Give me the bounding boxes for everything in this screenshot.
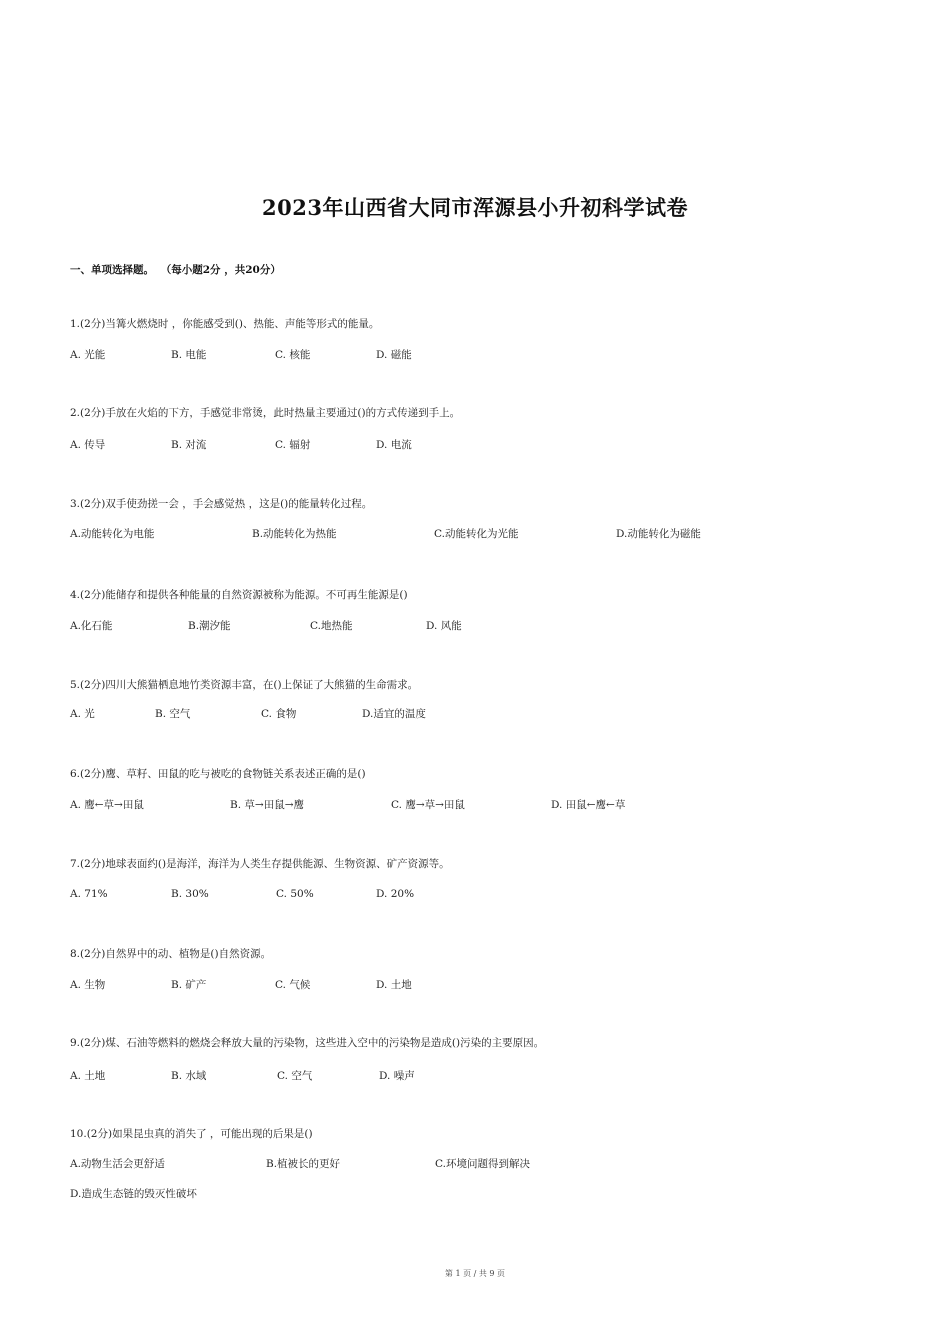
question-6-option-b: B. 草→田鼠→鹰 xyxy=(230,799,304,811)
question-4-option-d: D. 风能 xyxy=(426,620,462,632)
question-3-options xyxy=(70,526,890,542)
question-4-options xyxy=(70,618,890,634)
question-5-stem: 5.(2分)四川大熊猫栖息地竹类资源丰富，在()上保证了大熊猫的生命需求。 xyxy=(70,679,419,691)
question-2-option-d: D. 电流 xyxy=(376,439,412,451)
question-10-option-d: D.造成生态链的毁灭性破坏 xyxy=(70,1188,197,1200)
question-7-options xyxy=(70,888,890,904)
question-9-options xyxy=(70,1068,890,1084)
question-9-stem: 9.(2分)煤、石油等燃料的燃烧会释放大量的污染物，这些进入空中的污染物是造成()污染的主要原因。 xyxy=(70,1037,545,1049)
exam-title: 2023年山西省大同市浑源县小升初科学试卷 xyxy=(262,195,688,220)
question-2-stem: 2.(2分)手放在火焰的下方，手感觉非常烫，此时热量主要通过()的方式传递到手上。 xyxy=(70,407,461,419)
question-5-options xyxy=(70,706,890,722)
section-heading-label: 一、单项选择题。 xyxy=(70,264,154,276)
question-4-option-a: A.化石能 xyxy=(70,620,113,632)
question-7-option-c: C. 50% xyxy=(276,888,314,900)
question-9-option-a: A. 土地 xyxy=(70,1070,106,1082)
question-6-options xyxy=(70,797,890,813)
question-8-stem: 8.(2分)自然界中的动、植物是()自然资源。 xyxy=(70,948,272,960)
question-1-options xyxy=(70,347,890,363)
question-3-option-a: A.动能转化为电能 xyxy=(70,528,155,540)
question-2-options xyxy=(70,437,890,453)
question-3-option-d: D.动能转化为磁能 xyxy=(616,528,701,540)
section-heading xyxy=(70,262,281,277)
question-8-option-b: B. 矿产 xyxy=(171,979,207,991)
question-5-option-d: D.适宜的温度 xyxy=(362,708,426,720)
question-10-stem: 10.(2分)如果昆虫真的消失了 ，可能出现的后果是() xyxy=(70,1128,313,1140)
question-10-option-b: B.植被长的更好 xyxy=(266,1158,341,1170)
question-1-option-d: D. 磁能 xyxy=(376,349,412,361)
question-7-option-b: B. 30% xyxy=(171,888,209,900)
question-1-option-b: B. 电能 xyxy=(171,349,207,361)
question-8-options xyxy=(70,977,890,993)
question-7-option-d: D. 20% xyxy=(376,888,415,900)
question-10-option-c: C.环境问题得到解决 xyxy=(435,1158,530,1170)
question-5-option-c: C. 食物 xyxy=(261,708,297,720)
question-6-option-a: A. 鹰←草→田鼠 xyxy=(70,799,144,811)
question-2-option-b: B. 对流 xyxy=(171,439,207,451)
question-5-option-a: A. 光 xyxy=(70,708,95,720)
question-7-stem: 7.(2分)地球表面约()是海洋，海洋为人类生存提供能源、生物资源、矿产资源等。 xyxy=(70,858,450,870)
question-1-stem: 1.(2分)当篝火燃烧时 ，你能感受到()、热能、声能等形式的能量。 xyxy=(70,318,380,330)
question-10-options-row-2 xyxy=(70,1186,890,1202)
page-number-footer: 第 1 页 / 共 9 页 xyxy=(444,1269,506,1278)
question-7-option-a: A. 71% xyxy=(70,888,108,900)
question-2-option-c: C. 辐射 xyxy=(275,439,311,451)
question-9-option-b: B. 水域 xyxy=(171,1070,207,1082)
question-10-option-a: A.动物生活会更舒适 xyxy=(70,1158,165,1170)
question-4-option-c: C.地热能 xyxy=(310,620,353,632)
question-8-option-c: C. 气候 xyxy=(275,979,311,991)
question-4-stem: 4.(2分)能储存和提供各种能量的自然资源被称为能源。不可再生能源是() xyxy=(70,589,408,601)
question-1-option-c: C. 核能 xyxy=(275,349,311,361)
question-6-stem: 6.(2分)鹰、草籽、田鼠的吃与被吃的食物链关系表述正确的是() xyxy=(70,768,366,780)
question-2-option-a: A. 传导 xyxy=(70,439,106,451)
question-9-option-d: D. 噪声 xyxy=(379,1070,415,1082)
section-scoring-note: （每小题2分 ，共20分） xyxy=(166,264,281,276)
question-5-option-b: B. 空气 xyxy=(155,708,191,720)
question-9-option-c: C. 空气 xyxy=(277,1070,313,1082)
question-1-option-a: A. 光能 xyxy=(70,349,106,361)
question-3-option-b: B.动能转化为热能 xyxy=(252,528,337,540)
question-8-option-a: A. 生物 xyxy=(70,979,106,991)
question-6-option-c: C. 鹰→草→田鼠 xyxy=(391,799,465,811)
question-8-option-d: D. 土地 xyxy=(376,979,412,991)
question-3-stem: 3.(2分)双手使劲搓一会 ，手会感觉热 ，这是()的能量转化过程。 xyxy=(70,498,373,510)
question-6-option-d: D. 田鼠←鹰←草 xyxy=(551,799,626,811)
question-10-options-row-1 xyxy=(70,1156,890,1172)
question-4-option-b: B.潮汐能 xyxy=(188,620,231,632)
question-3-option-c: C.动能转化为光能 xyxy=(434,528,519,540)
